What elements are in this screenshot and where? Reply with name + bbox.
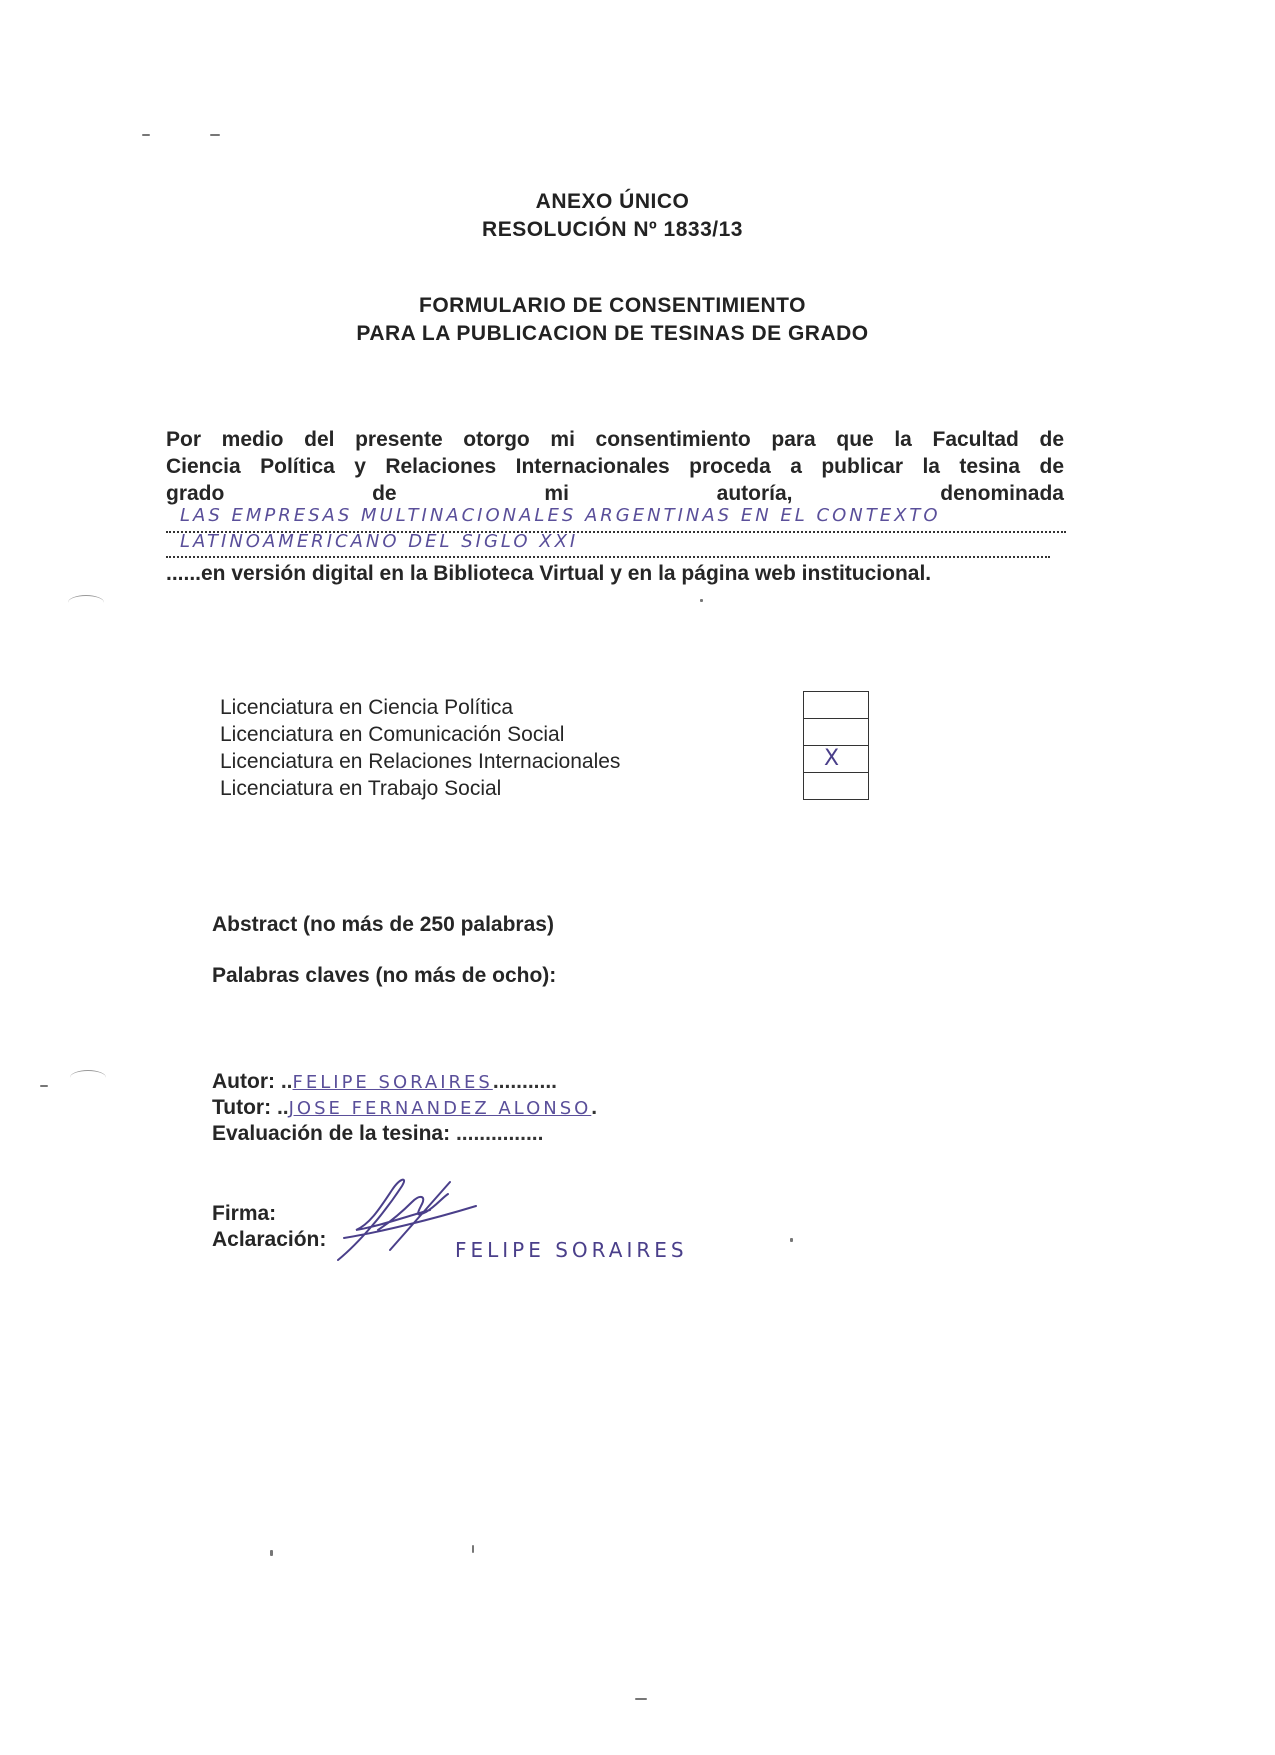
author-handwriting: FELIPE SORAIRES	[292, 1072, 493, 1093]
author-field	[212, 1070, 557, 1094]
consent-word: autoría,	[716, 482, 793, 505]
consent-word: grado	[166, 482, 225, 505]
thesis-title-line-1	[166, 505, 1066, 533]
scan-speck	[472, 1545, 474, 1553]
degree-item: Licenciatura en Ciencia Política	[220, 696, 513, 719]
signature-label: Firma:	[212, 1202, 277, 1225]
consent-line-1: Por medio del presente otorgo mi consentimiento para que la Facultad de	[166, 428, 1064, 451]
degree-checkbox-comunicacion-social[interactable]	[804, 719, 868, 746]
tutor-label: Tutor:	[212, 1096, 272, 1119]
clarification-label: Aclaración:	[212, 1228, 327, 1251]
thesis-title-handwriting-1: LAS EMPRESAS MULTINACIONALES ARGENTINAS EN EL CONTEXTO	[180, 505, 941, 526]
degree-checkbox-relaciones-internacionales[interactable]	[804, 746, 868, 773]
keywords-label: Palabras claves (no más de ocho):	[212, 964, 557, 987]
thesis-title-line-2	[166, 530, 1050, 558]
consent-line-final: ......en versión digital en la Biblioteca Virtual y en la página web institucional.	[166, 562, 932, 585]
consent-line-2: Ciencia Política y Relaciones Internacionales proceda a publicar la tesina de	[166, 455, 1064, 478]
evaluation-dots: ...............	[455, 1122, 544, 1145]
scan-speck	[142, 134, 150, 136]
author-dots: ..	[280, 1070, 293, 1093]
tutor-dots: ..	[276, 1096, 289, 1119]
degree-list	[220, 694, 620, 802]
scan-speck	[635, 1698, 647, 1700]
degree-checkbox-grid	[803, 691, 869, 800]
tutor-handwriting: JOSE FERNANDEZ ALONSO	[288, 1098, 592, 1119]
scan-speck	[40, 1085, 48, 1087]
degree-item: Licenciatura en Relaciones Internacionales	[220, 750, 621, 773]
tutor-dots: .	[591, 1096, 598, 1119]
clarification-handwriting: FELIPE SORAIRES	[455, 1238, 688, 1262]
consent-line-3	[166, 482, 1064, 506]
form-title-line-1: FORMULARIO DE CONSENTIMIENTO	[419, 294, 806, 317]
evaluation-field	[212, 1122, 543, 1146]
consent-word: denominada	[940, 482, 1064, 505]
scan-speck	[700, 599, 703, 602]
scan-speck	[270, 1550, 273, 1556]
thesis-title-handwriting-2: LATINOAMERICANO DEL SIGLO XXI	[180, 531, 579, 552]
scan-speck	[210, 134, 220, 136]
tutor-field	[212, 1096, 597, 1120]
scan-mark	[70, 1070, 106, 1085]
degree-item: Licenciatura en Trabajo Social	[220, 777, 502, 800]
resolution-number: RESOLUCIÓN Nº 1833/13	[482, 218, 743, 241]
degree-checkbox-ciencia-politica[interactable]	[804, 692, 868, 719]
evaluation-label: Evaluación de la tesina:	[212, 1122, 451, 1145]
scan-mark	[68, 595, 104, 610]
form-title-line-2: PARA LA PUBLICACION DE TESINAS DE GRADO	[356, 322, 869, 345]
check-mark: X	[824, 746, 840, 771]
consent-word: mi	[544, 482, 569, 505]
degree-checkbox-trabajo-social[interactable]	[804, 773, 868, 799]
author-dots: ...........	[492, 1070, 557, 1093]
consent-word: de	[372, 482, 397, 505]
annex-title: ANEXO ÚNICO	[535, 190, 690, 213]
author-label: Autor:	[212, 1070, 275, 1093]
abstract-label: Abstract (no más de 250 palabras)	[212, 913, 554, 936]
scan-speck	[790, 1238, 793, 1242]
degree-item: Licenciatura en Comunicación Social	[220, 723, 565, 746]
